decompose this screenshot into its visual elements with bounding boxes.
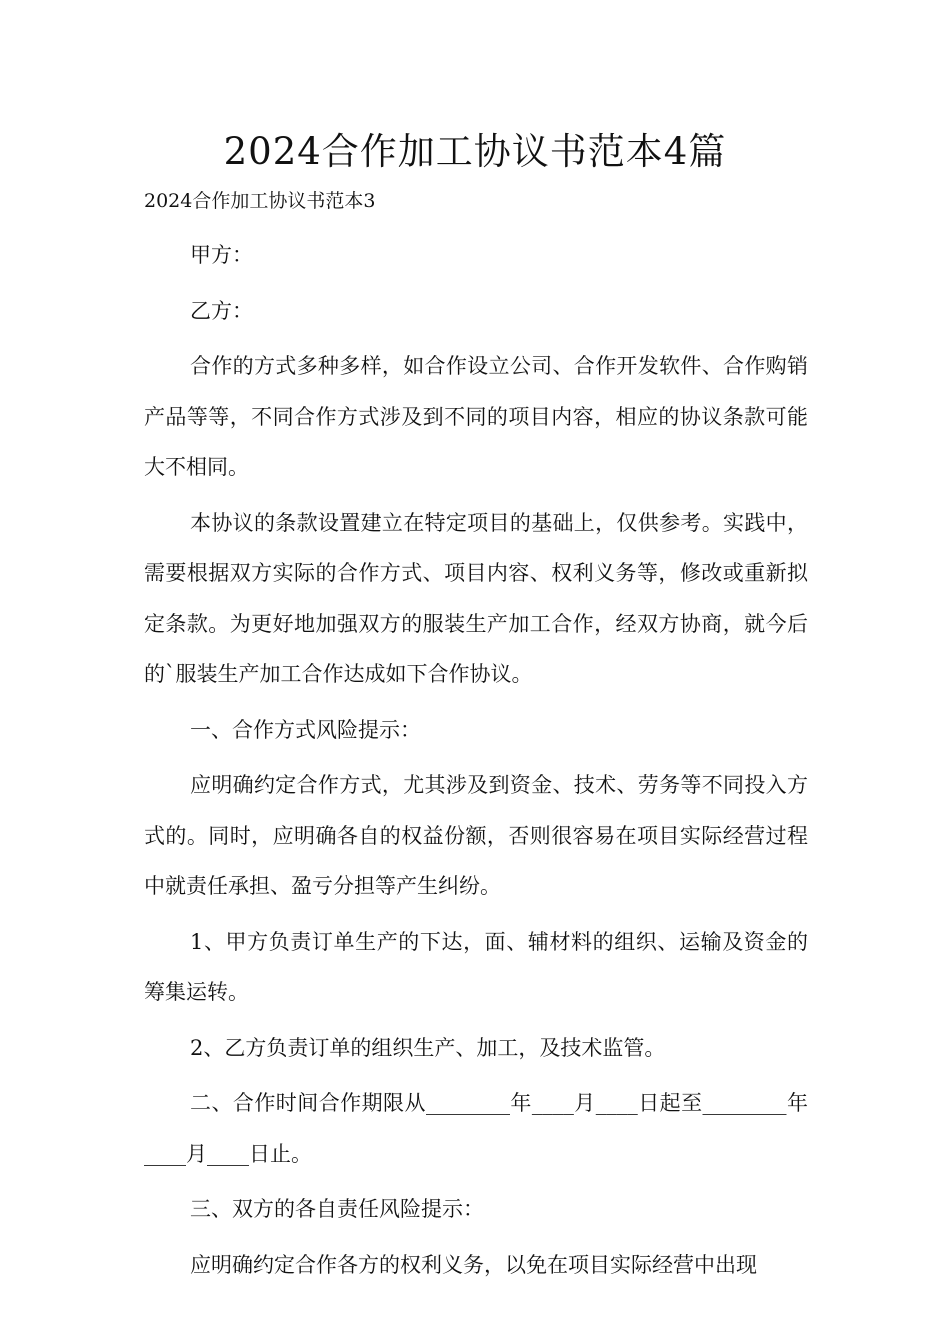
document-title: 2024合作加工协议书范本4篇: [223, 130, 727, 173]
document-subtitle: 2024合作加工协议书范本3: [144, 190, 376, 212]
section-heading-cooperation-mode: 一、合作方式风险提示：: [190, 717, 421, 742]
clause-item-2: 2、乙方负责订单的组织生产、加工，及技术监管。: [190, 1035, 666, 1060]
party-a-line: 甲方：: [190, 243, 253, 267]
document-body: [144, 230, 808, 1295]
reference-paragraph: 本协议的条款设置建立在特定项目的基础上，仅供参考。实践中，需要根据双方实际的合作方式、项目内容、权利义务等，修改或重新拟定条款。为更好地加强双方的服装生产加工合作，经双方协商，就今后的`服装生产加工合作达成如下合作协议。: [144, 510, 808, 686]
cooperation-mode-paragraph: 应明确约定合作方式，尤其涉及到资金、技术、劳务等不同投入方式的。同时，应明确各自的权益份额，否则很容易在项目实际经营过程中就责任承担、盈亏分担等产生纠纷。: [144, 773, 808, 898]
responsibilities-paragraph: 应明确约定合作各方的权利义务，以免在项目实际经营中出现: [190, 1252, 757, 1277]
section-heading-responsibilities: 三、双方的各自责任风险提示：: [190, 1197, 484, 1221]
section-cooperation-period: 二、合作时间合作期限从________年____月____日起至________年____月____日止。: [144, 1091, 808, 1166]
party-b-line: 乙方：: [190, 298, 253, 323]
intro-paragraph: 合作的方式多种多样，如合作设立公司、合作开发软件、合作购销产品等等，不同合作方式涉及到不同的项目内容，相应的协议条款可能大不相同。: [144, 354, 808, 479]
clause-item-1: 1、甲方负责订单生产的下达，面、辅材料的组织、运输及资金的筹集运转。: [144, 929, 808, 1004]
